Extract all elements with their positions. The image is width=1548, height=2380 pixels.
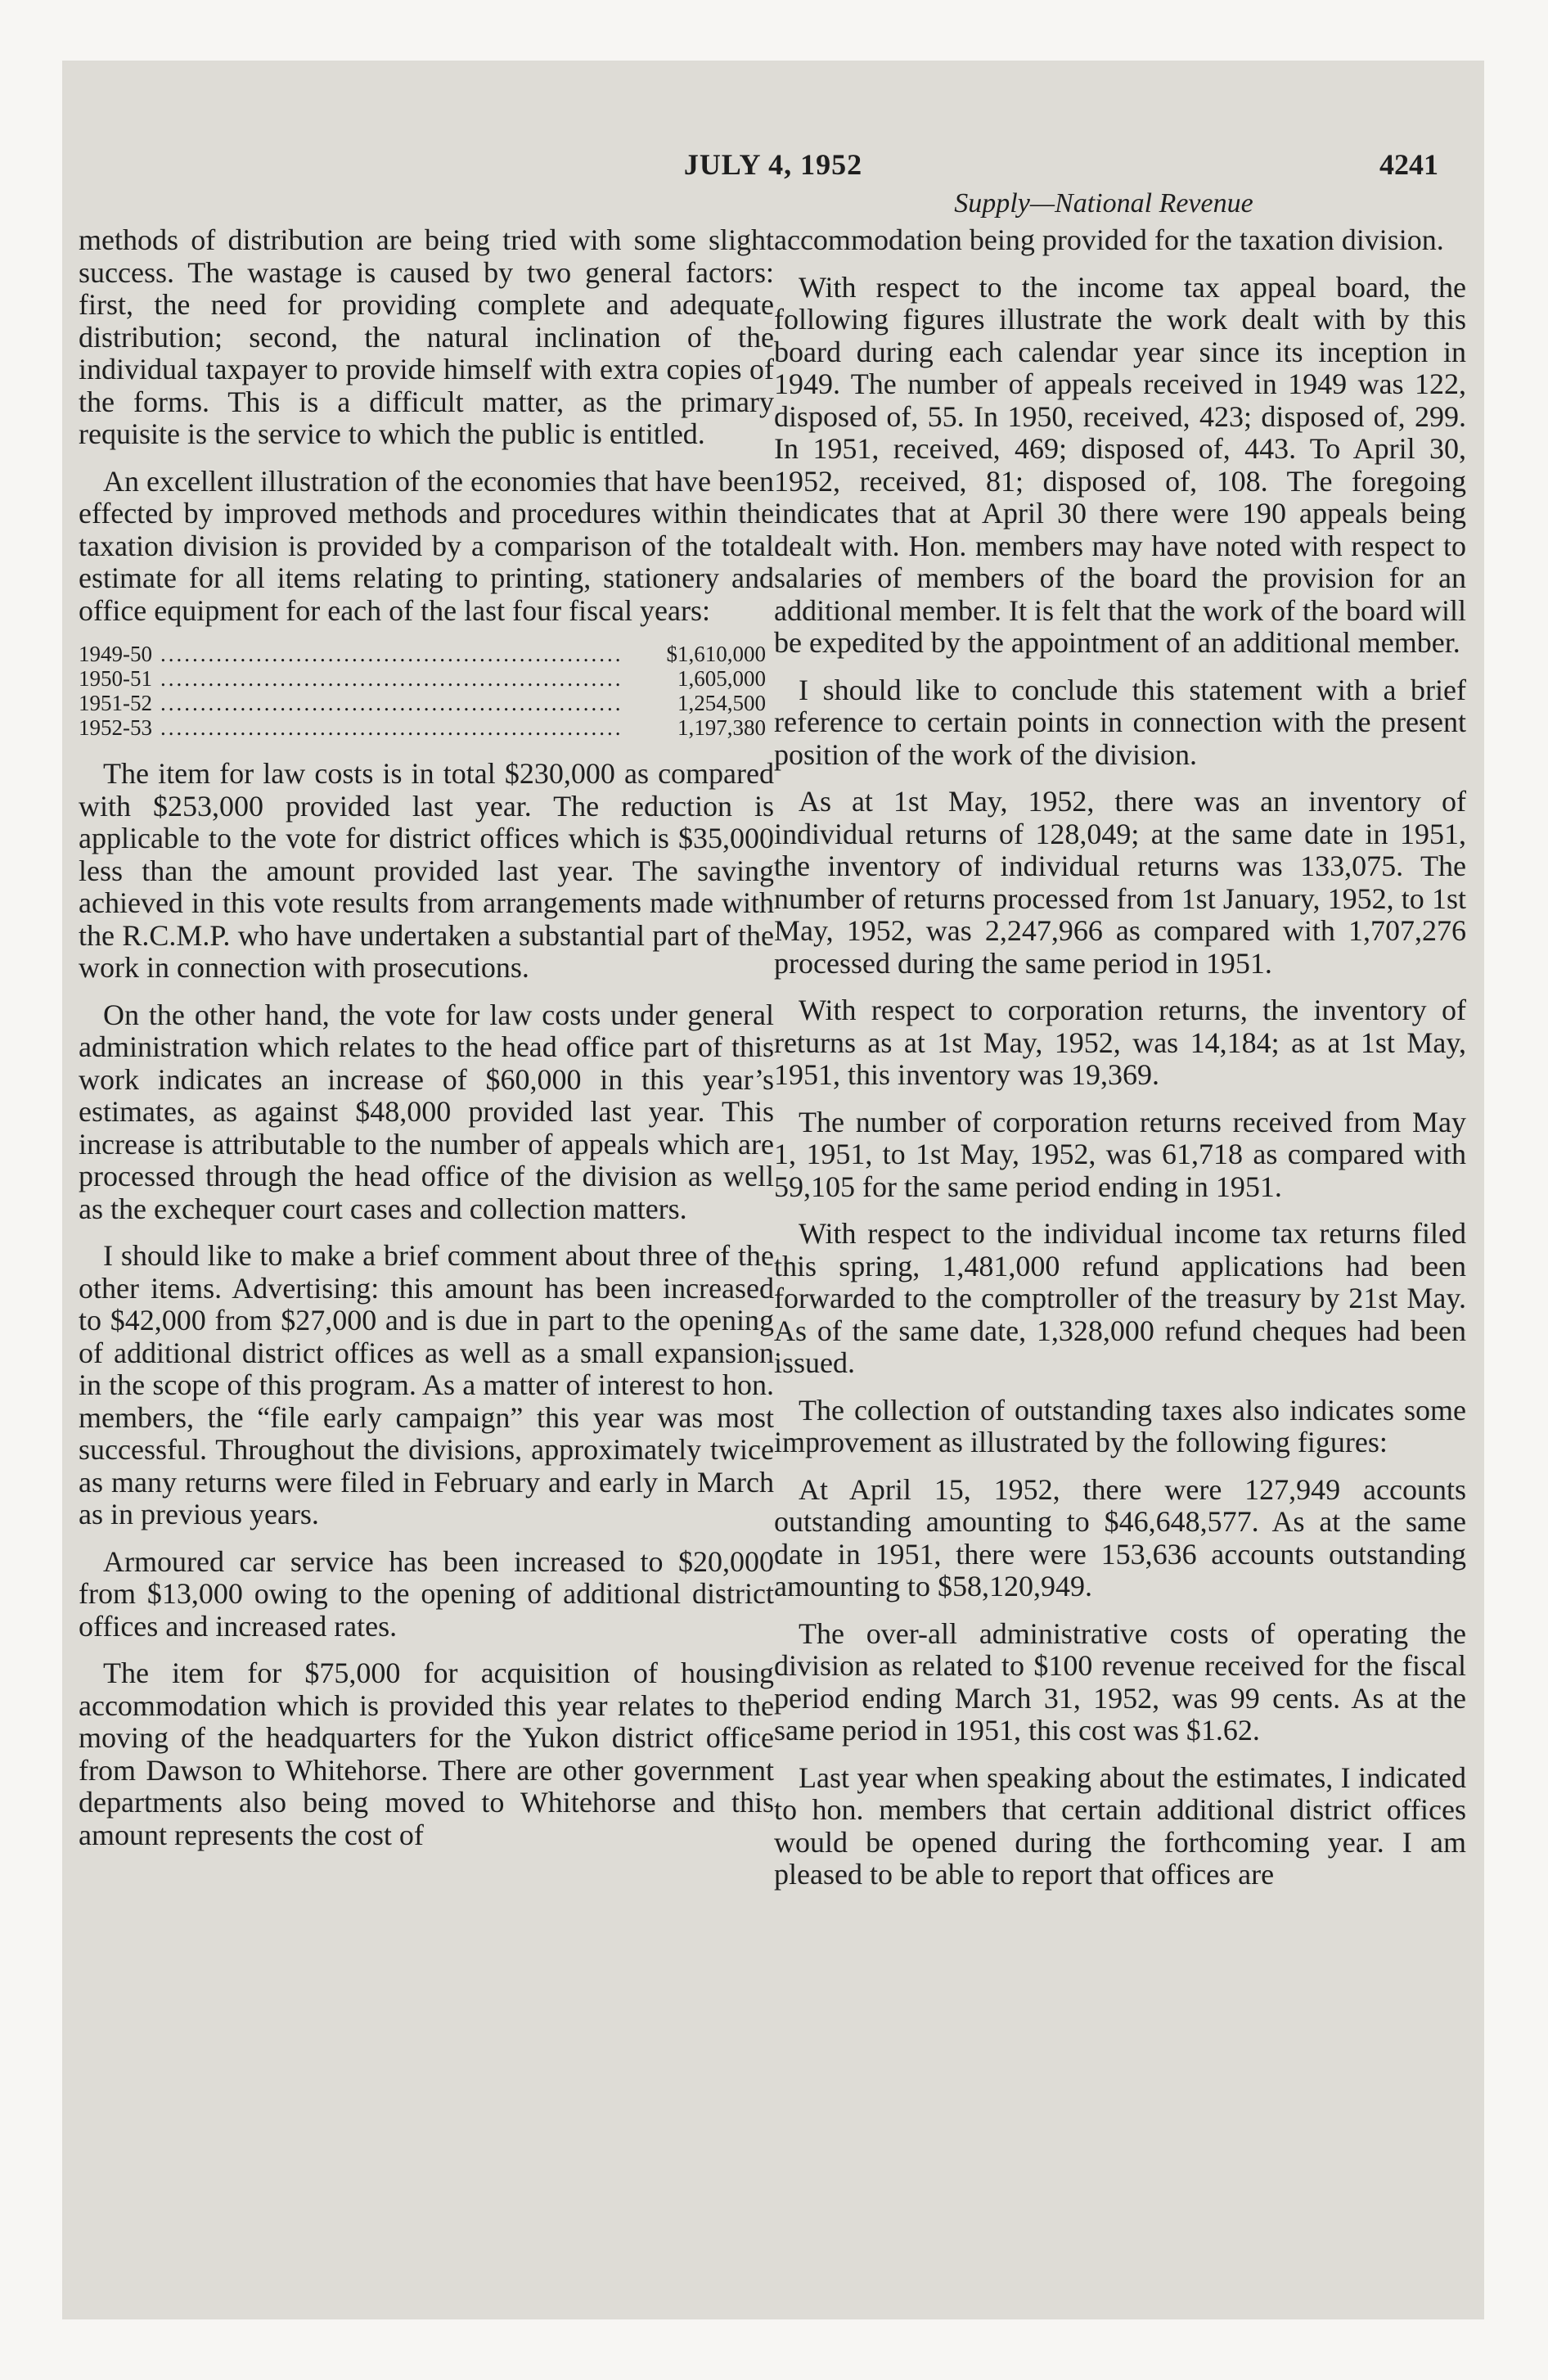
running-subtitle: Supply—National Revenue bbox=[954, 188, 1253, 219]
paragraph: An excellent illustration of the economies that have been effected by improved methods and procedures within the taxation division is provided by a comparison of the total estimate for all items relating to printing, stationery and office equipment for each of the last four fiscal years: bbox=[79, 464, 774, 627]
left-column bbox=[62, 224, 774, 1866]
leader-dots: .......................................................... bbox=[160, 642, 623, 666]
fiscal-year: 1950-51 bbox=[79, 666, 152, 691]
paragraph: The collection of outstanding taxes also indicates some improvement as illustrated by the following figures: bbox=[774, 1393, 1466, 1458]
estimate-amount: 1,254,500 bbox=[677, 691, 766, 715]
paragraph: I should like to conclude this statement with a brief reference to certain points in connection with the present position of the work of the division. bbox=[774, 673, 1466, 771]
header-date: JULY 4, 1952 bbox=[683, 148, 863, 181]
paragraph: The item for law costs is in total $230,000 as compared with $253,000 provided last year. The reduction is applicable to the vote for district offices which is $35,000 less than the amount provided last year. The saving achieved in this vote results from arrangements made with the R.C.M.P. who have undertaken a substantial part of the work in connection with prosecutions. bbox=[79, 757, 774, 984]
page-number: 4241 bbox=[1379, 148, 1438, 181]
paragraph: On the other hand, the vote for law costs under general administration which relates to the head office part of this work indicates an increase of $60,000 in this year’s estimates, as against $48,000 provided last year. This increase is attributable to the number of appeals which are processed through the head office of the division as well as the exchequer court cases and collection matters. bbox=[79, 998, 774, 1225]
paragraph: With respect to corporation returns, the inventory of returns as at 1st May, 1952, was 14,184; as at 1st May, 1951, this inventory was 19,369. bbox=[774, 994, 1466, 1091]
paragraph: As at 1st May, 1952, there was an inventory of individual returns of 128,049; at the same date in 1951, the inventory of individual returns was 133,075. The number of returns processed from 1st January, 1952, to 1st May, 1952, was 2,247,966 as compared with 1,707,276 processed during the same period in 1951. bbox=[774, 785, 1466, 980]
table-row bbox=[79, 642, 774, 666]
paragraph: With respect to the income tax appeal board, the following figures illustrate the work dealt with by this board during each calendar year since its inception in 1949. The number of appeals received in 1949 was 122, disposed of, 55. In 1950, received, 423; disposed of, 299. In 1951, received, 469; disposed of, 443. To April 30, 1952, received, 81; disposed of, 108. The foregoing indicates that at April 30 there were 190 appeals being dealt with. Hon. members may have noted with respect to salaries of members of the board the provision for an additional member. It is felt that the work of the board will be expedited by the appointment of an additional member. bbox=[774, 270, 1466, 659]
right-column bbox=[774, 224, 1466, 1906]
paragraph: Armoured car service has been increased to $20,000 from $13,000 owing to the opening of additional district offices and increased rates. bbox=[79, 1544, 774, 1643]
paragraph: accommodation being provided for the taxation division. bbox=[774, 223, 1444, 256]
estimate-amount: 1,605,000 bbox=[677, 666, 766, 691]
paragraph: At April 15, 1952, there were 127,949 accounts outstanding amounting to $46,648,577. As at the same date in 1951, there were 153,636 accounts outstanding amounting to $58,120,949. bbox=[774, 1472, 1466, 1602]
paragraph: methods of distribution are being tried with some slight success. The wastage is caused by two general factors: first, the need for providing complete and adequate distribution; second, the natural inclination of the individual taxpayer to provide himself with extra copies of the forms. This is a difficult matter, as the primary requisite is the service to which the public is entitled. bbox=[79, 223, 774, 450]
table-row bbox=[79, 715, 774, 740]
estimates-table bbox=[79, 642, 774, 740]
leader-dots: .......................................................... bbox=[160, 715, 623, 740]
fiscal-year: 1949-50 bbox=[79, 642, 152, 666]
paragraph: The item for $75,000 for acquisition of housing accommodation which is provided this year relates to the moving of the headquarters for the Yukon district office from Dawson to Whitehorse. There are other government departments also being moved to Whitehorse and this amount represents the cost of bbox=[79, 1657, 774, 1851]
fiscal-year: 1951-52 bbox=[79, 691, 152, 715]
estimate-amount: 1,197,380 bbox=[677, 715, 766, 740]
paragraph: I should like to make a brief comment about three of the other items. Advertising: this amount has been increased to $42,000 from $27,000 and is due in part to the opening of additional district offices as well as a small expansion in the scope of this program. As a matter of interest to hon. members, the “file early campaign” this year was most successful. Throughout the divisions, approximately twice as many returns were filed in February and early in March as in previous years. bbox=[79, 1239, 774, 1530]
fiscal-year: 1952-53 bbox=[79, 715, 152, 740]
paragraph: With respect to the individual income tax returns filed this spring, 1,481,000 refund applications had been forwarded to the comptroller of the treasury by 21st May. As of the same date, 1,328,000 refund cheques had been issued. bbox=[774, 1217, 1466, 1379]
table-row bbox=[79, 666, 774, 691]
paragraph: The over-all administrative costs of operating the division as related to $100 revenue received for the fiscal period ending March 31, 1952, was 99 cents. As at the same period in 1951, this cost was $1.62. bbox=[774, 1616, 1466, 1747]
paragraph: The number of corporation returns received from May 1, 1951, to 1st May, 1952, was 61,718 as compared with 59,105 for the same period ending in 1951. bbox=[774, 1105, 1466, 1203]
paragraph: Last year when speaking about the estimates, I indicated to hon. members that certain additional district offices would be opened during the forthcoming year. I am pleased to be able to report that offices are bbox=[774, 1760, 1466, 1891]
page-header bbox=[62, 147, 1484, 188]
document-page bbox=[62, 61, 1484, 2319]
table-row bbox=[79, 691, 774, 715]
estimate-amount: $1,610,000 bbox=[666, 642, 766, 666]
leader-dots: .......................................................... bbox=[160, 691, 623, 715]
leader-dots: .......................................................... bbox=[160, 666, 623, 691]
